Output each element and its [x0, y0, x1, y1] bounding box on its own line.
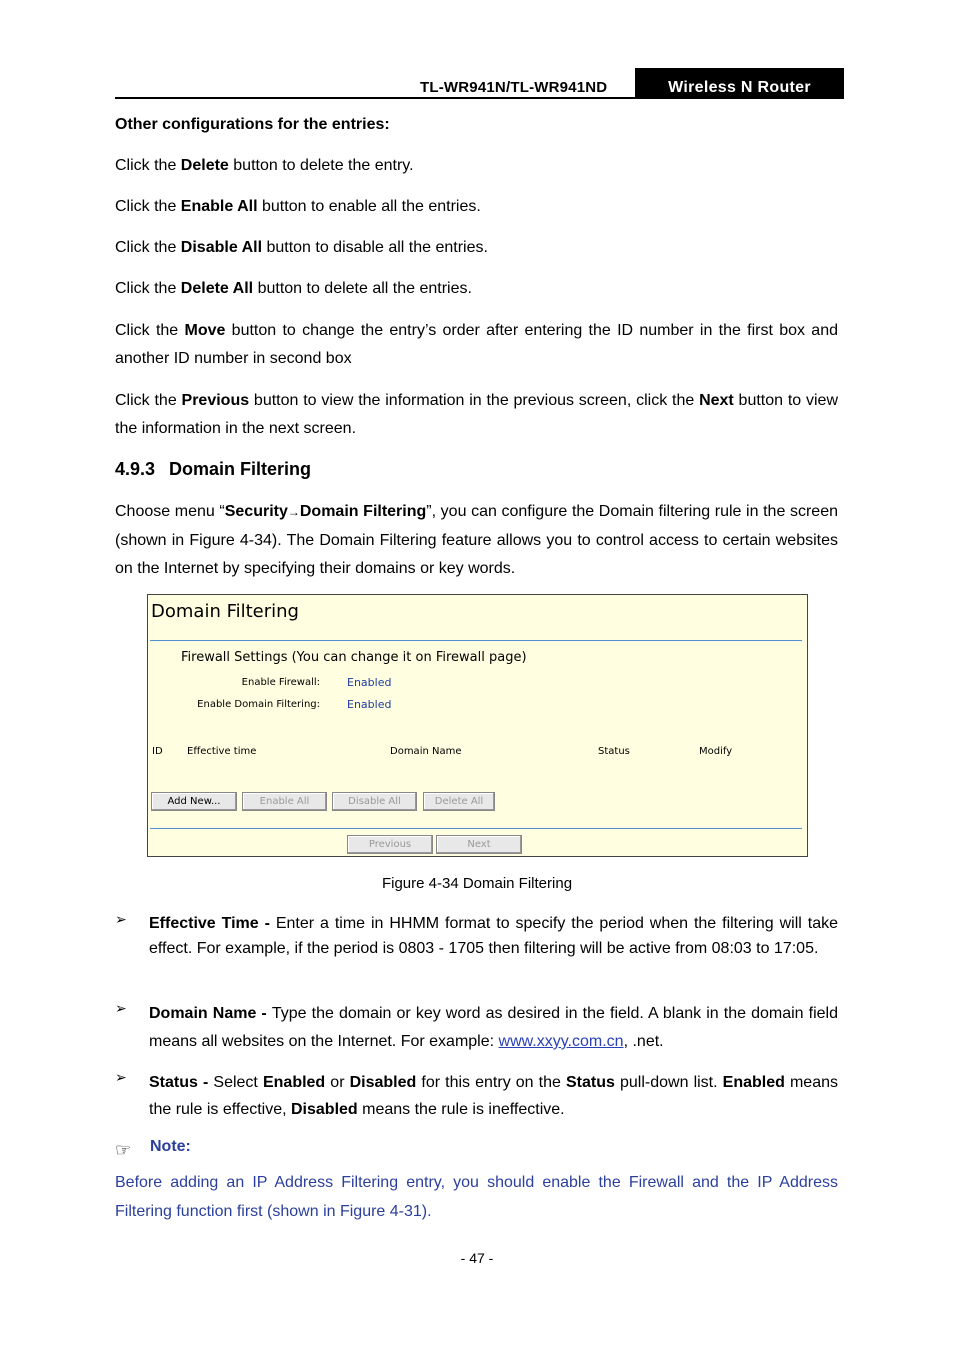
enable-domain-filtering-label: Enable Domain Filtering: — [197, 699, 320, 710]
enable-firewall-label: Enable Firewall: — [241, 677, 320, 688]
section-heading — [115, 459, 311, 480]
note-hand-icon: ☞ — [115, 1140, 132, 1160]
header-product: Wireless N Router — [668, 79, 811, 96]
bullet-status: ➢ Status - Select Enabled or Disabled for this entry on the Status pull-down list. Enabled means the rule is effective, Disabled means the rule is ineffective. — [115, 1069, 838, 1118]
para-prev-next: Click the Previous button to view the information in the previous screen, click the Next button to view the information in the next screen. — [115, 392, 839, 437]
delete-all-button[interactable]: Delete All — [423, 792, 495, 811]
bullet-effective-time: ➢ Effective Time - Enter a time in HHMM format to specify the period when the filtering will take effect. For example, if the period is 0803 - 1705 then filtering will be active from 08:03 to 17:05. — [115, 911, 838, 957]
figure-title: Domain Filtering — [151, 601, 299, 622]
disable-all-button[interactable]: Disable All — [332, 792, 417, 811]
para-enable-all: Click the Enable All button to enable all the entries. — [115, 198, 481, 215]
bullet-marker-icon: ➢ — [115, 1069, 127, 1085]
para-delete: Click the Delete button to delete the entry. — [115, 157, 414, 174]
column-status: Status — [598, 746, 630, 757]
page-number: - 47 - — [460, 1250, 494, 1266]
para-disable-all: Click the Disable All button to disable all the entries. — [115, 239, 488, 256]
previous-button[interactable]: Previous — [347, 835, 433, 854]
note-text: Before adding an IP Address Filtering entry, you should enable the Firewall and the IP Address Filtering function first (shown in Figure 4-31). — [115, 1174, 838, 1220]
column-modify: Modify — [699, 746, 733, 757]
bullet-domain-name: ➢ Domain Name - Type the domain or key word as desired in the field. A blank in the domain field means all websites on the Internet. For example: www.xxyy.com.cn, .net. — [115, 1000, 838, 1050]
bullet-marker-icon: ➢ — [115, 911, 127, 927]
column-effective-time: Effective time — [187, 746, 257, 757]
firewall-settings-heading: Firewall Settings (You can change it on Firewall page) — [181, 650, 527, 665]
example-link[interactable]: www.xxyy.com.cn — [498, 1033, 624, 1050]
other-config-heading: Other configurations for the entries: — [115, 116, 390, 133]
para-delete-all: Click the Delete All button to delete all the entries. — [115, 280, 472, 297]
para-move: Click the Move button to change the entry’s order after entering the ID number in the first box and another ID number in second box — [115, 322, 838, 367]
header-product-box — [635, 68, 844, 99]
figure-caption: Figure 4-34 Domain Filtering — [381, 875, 573, 892]
figure-top-rule — [150, 640, 802, 641]
section-title: Domain Filtering — [169, 459, 312, 479]
column-domain-name: Domain Name — [390, 746, 462, 757]
header-model: TL-WR941N/TL-WR941ND — [420, 79, 608, 96]
next-button[interactable]: Next — [436, 835, 522, 854]
note-label: Note: — [150, 1138, 191, 1155]
enable-domain-filtering-value: Enabled — [347, 698, 392, 711]
add-new-button[interactable]: Add New... — [151, 792, 237, 811]
enable-all-button[interactable]: Enable All — [242, 792, 327, 811]
bullet-marker-icon: ➢ — [115, 1000, 127, 1016]
domain-filtering-screenshot — [147, 594, 808, 857]
header-rule — [115, 97, 844, 99]
figure-bottom-rule — [150, 828, 802, 829]
enable-firewall-value: Enabled — [347, 676, 392, 689]
section-number: 4.9.3 — [115, 459, 156, 479]
section-intro: Choose menu “Security→Domain Filtering”, you can configure the Domain filtering rule in the screen (shown in Figure 4-34). The Domain Filtering feature allows you to control access to certain websites on the Internet by specifying their domains or key words. — [115, 503, 838, 577]
column-id: ID — [152, 746, 163, 757]
